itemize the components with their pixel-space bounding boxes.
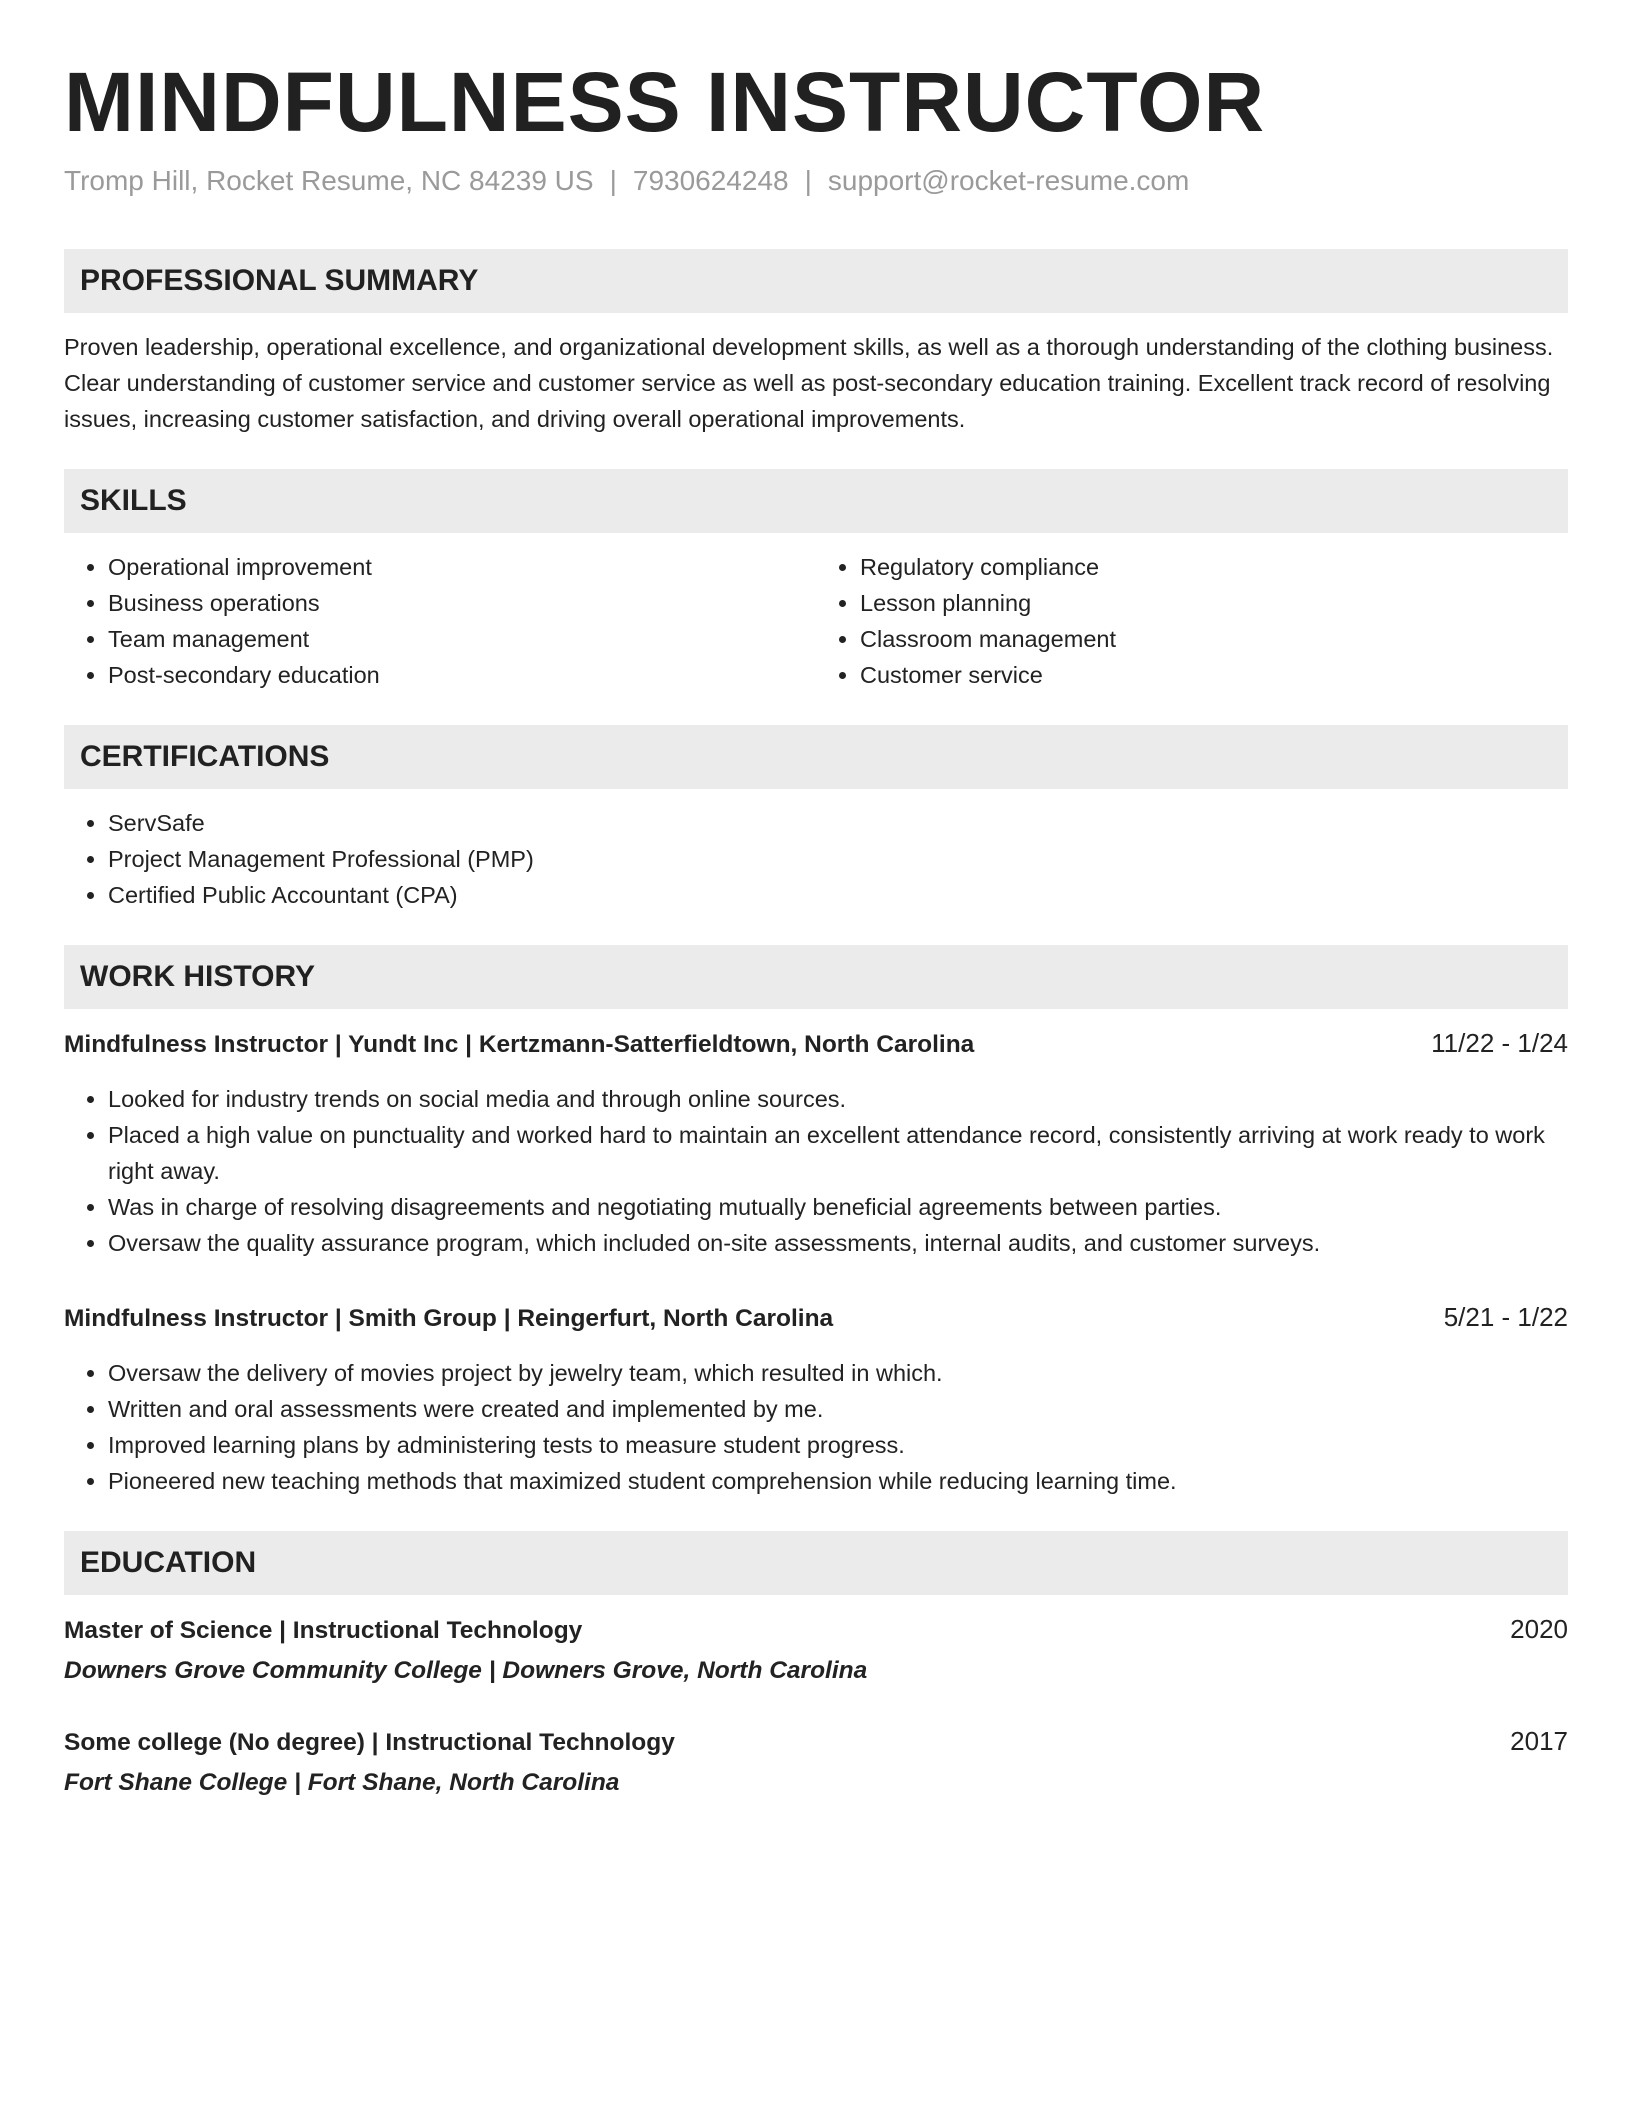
education-degree: Master of Science | Instructional Technology <box>64 1617 583 1645</box>
education-school: Fort Shane College | Fort Shane, North Carolina <box>64 1769 620 1797</box>
skills-column-right <box>816 549 1568 693</box>
job-bullet: • Placed a high value on punctuality and worked hard to maintain an excellent attendance record, consistently arriving at work ready to work right away. <box>108 1117 1568 1189</box>
skill-item: • Customer service <box>860 657 1568 693</box>
contact-phone: 7930624248 <box>632 164 789 196</box>
education-header <box>64 1723 1568 1761</box>
contact-address: Tromp Hill, Rocket Resume, NC 84239 US <box>64 164 594 196</box>
section-heading-education: EDUCATION <box>64 1531 1568 1595</box>
job-bullet: • Was in charge of resolving disagreements and negotiating mutually beneficial agreements between parties. <box>108 1189 1568 1225</box>
certifications-list <box>64 805 1568 913</box>
skill-item: • Operational improvement <box>108 549 816 585</box>
education-header <box>64 1611 1568 1649</box>
skills-column-left <box>64 549 816 693</box>
job-bullet: • Improved learning plans by administering tests to measure student progress. <box>108 1427 1568 1463</box>
job-title: Mindfulness Instructor | Smith Group | Reingerfurt, North Carolina <box>64 1305 834 1333</box>
education-school: Downers Grove Community College | Downers Grove, North Carolina <box>64 1657 868 1685</box>
education-entry <box>64 1723 1568 1801</box>
job-entry <box>64 1299 1568 1499</box>
job-dates: 11/22 - 1/24 <box>1431 1028 1568 1059</box>
contact-separator: | <box>609 164 617 196</box>
skill-item: • Regulatory compliance <box>860 549 1568 585</box>
section-heading-skills: SKILLS <box>64 469 1568 533</box>
job-header <box>64 1299 1568 1337</box>
education-entry <box>64 1611 1568 1689</box>
job-bullets <box>64 1081 1568 1261</box>
skill-item: • Lesson planning <box>860 585 1568 621</box>
section-heading-certifications: CERTIFICATIONS <box>64 725 1568 789</box>
resume-name: MINDFULNESS INSTRUCTOR <box>64 55 1266 149</box>
education-year: 2017 <box>1510 1726 1568 1757</box>
section-heading-work-history: WORK HISTORY <box>64 945 1568 1009</box>
education-degree: Some college (No degree) | Instructional Technology <box>64 1729 675 1757</box>
job-bullet: • Written and oral assessments were created and implemented by me. <box>108 1391 1568 1427</box>
section-heading-summary: PROFESSIONAL SUMMARY <box>64 249 1568 313</box>
job-bullet: • Oversaw the quality assurance program, which included on-site assessments, internal audits, and customer surveys. <box>108 1225 1568 1261</box>
skill-item: • Post-secondary education <box>108 657 816 693</box>
summary-text: Proven leadership, operational excellence, and organizational development skills, as well as a thorough understanding of the clothing business. Clear understanding of customer service and customer service as well as post-secondary education training. Excellent track record of resolving issues, increasing customer satisfaction, and driving overall operational improvements. <box>64 334 1554 433</box>
job-dates: 5/21 - 1/22 <box>1443 1302 1568 1333</box>
skills-grid <box>64 549 1568 693</box>
job-title: Mindfulness Instructor | Yundt Inc | Kertzmann-Satterfieldtown, North Carolina <box>64 1031 975 1059</box>
certification-item: • ServSafe <box>108 805 1568 841</box>
certification-item: • Project Management Professional (PMP) <box>108 841 1568 877</box>
education-year: 2020 <box>1510 1614 1568 1645</box>
contact-email: support@rocket-resume.com <box>827 164 1190 196</box>
job-bullets <box>64 1355 1568 1499</box>
contact-separator: | <box>804 164 812 196</box>
job-header <box>64 1025 1568 1063</box>
job-entry <box>64 1025 1568 1261</box>
contact-line <box>64 163 1568 199</box>
job-bullet: • Looked for industry trends on social media and through online sources. <box>108 1081 1568 1117</box>
skill-item: • Classroom management <box>860 621 1568 657</box>
job-bullet: • Pioneered new teaching methods that maximized student comprehension while reducing learning time. <box>108 1463 1568 1499</box>
certification-item: • Certified Public Accountant (CPA) <box>108 877 1568 913</box>
skill-item: • Team management <box>108 621 816 657</box>
job-bullet: • Oversaw the delivery of movies project by jewelry team, which resulted in which. <box>108 1355 1568 1391</box>
skill-item: • Business operations <box>108 585 816 621</box>
